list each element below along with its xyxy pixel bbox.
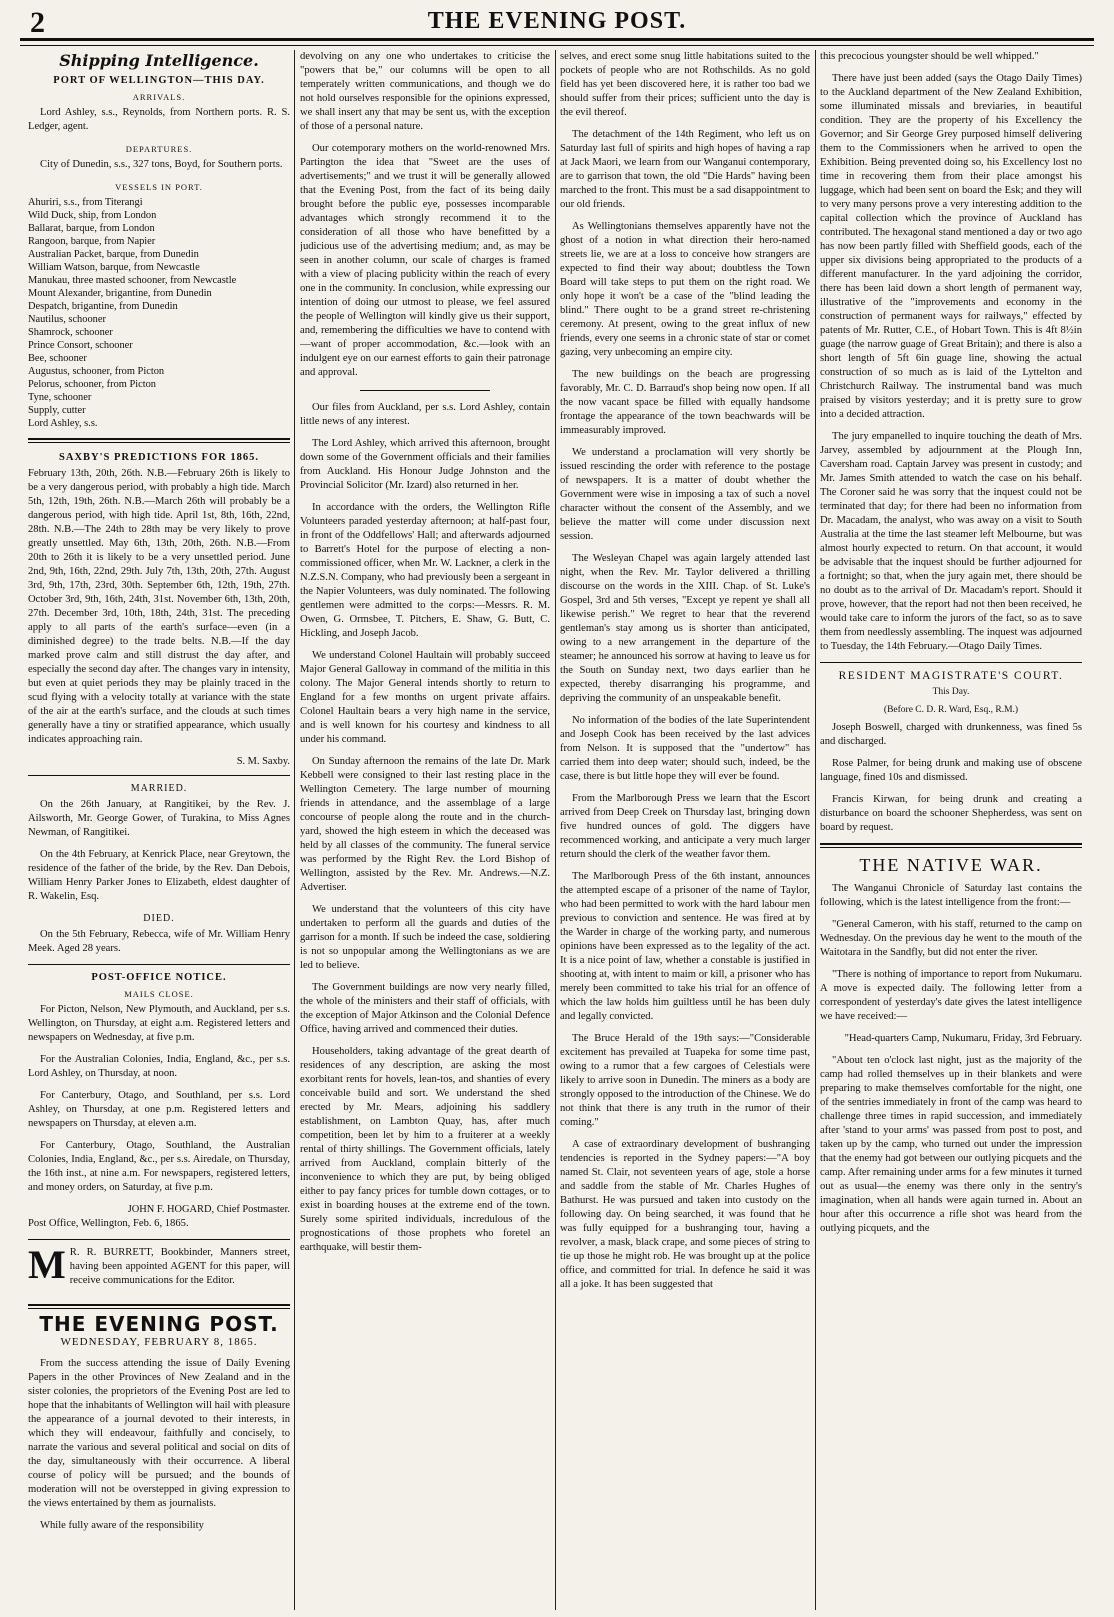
article-paragraph: A case of extraordinary development of bushranging tendencies is reported in the Sydney papers:—"A boy named St. Clair, not seventeen years of age, stole a horse and saddle from the stable of Mr. Charles Hughes of Bathurst. He was pursued and taken into custody on the following day. On being searched, it was found that he was fully equipped for a bushranging tour, having a revolver, a mask, black crape, and some pieces of string to tie up those he might rob. He was brought up at the police office, and committed for trial. In defence he said it was all a joke. It has been suggested that (560, 1139, 810, 1290)
burrett-notice (28, 1242, 290, 1288)
editorial-tail: While fully aware of the responsibility (40, 1520, 204, 1531)
column-rule (555, 50, 556, 1610)
post-notice: For Canterbury, Otago, and Southland, per s.s. Lord Ashley, on Thursday, at one p.m. Registered letters and newspapers on Thursday, at eleven a.m. (28, 1090, 290, 1129)
list-item: Rangoon, barque, from Napier (28, 236, 156, 247)
court-case: Rose Palmer, for being drunk and making use of obscene language, fined 10s and dismissed. (820, 758, 1082, 783)
post-signature: JOHN F. HOGARD, Chief Postmaster. (127, 1204, 290, 1215)
paper-title: THE EVENING POST. (427, 8, 687, 34)
court-case: Joseph Boswell, charged with drunkenness, was fined 5s and discharged. (820, 722, 1082, 747)
native-war-heading: THE NATIVE WAR. (859, 855, 1043, 875)
post-notice: For Picton, Nelson, New Plymouth, and Auckland, per s.s. Wellington, on Thursday, at eight a.m. Registered letters and newspapers on Wednesday, at five p.m. (28, 1004, 290, 1043)
article-paragraph: The new buildings on the beach are progressing favorably, Mr. C. D. Barraud's shop being now open. If all the now vacant space be filled with equally handsome frontage the appearance of the town beachwards will be immeasurably improved. (560, 369, 810, 436)
article-paragraph: selves, and erect some snug little habitations suited to the pockets of people who are not Rothschilds. As no gold field has yet been discovered here, it is rather too bad we should suffer from their prices; sufficient unto the day is the evil thereof. (560, 51, 810, 118)
list-item: Nautilus, schooner (28, 314, 106, 325)
vessels-list (28, 196, 290, 430)
article-paragraph: The Wesleyan Chapel was again largely attended last night, when the Rev. Mr. Taylor delivered a thrilling discourse on the words in the XIII. Chap. of St. Luke's Gospel, 3rd and 5th verses, "Except ye repent ye shall all likewise perish." We regret to hear that the reverend gentleman's stay among us is shorter than anticipated, owing to a new arrangement in the departure of the steamer; he announced his sorrow at having to leave us for the South on Sunday next, two days earlier than he expected, thereby disarranging his programme, and depriving the community of an unspeakable benefit. (560, 553, 810, 704)
list-item: Despatch, brigantine, from Dunedin (28, 301, 178, 312)
article-paragraph: devolving on any one who undertakes to criticise the "powers that be," our columns will be open to all temperately written communications, and though we do not hold ourselves responsible for the opinions expressed, we shall insert any that may be sent us, with the exception of those of a personal nature. (300, 51, 550, 132)
article-paragraph: The jury empanelled to inquire touching the death of Mrs. Jarvey, assembled by adjournment at the Plough Inn, Caversham road. Captain Jarvey was present in custody; and Mr. James Smith attended to watch the case on his behalf. The Coroner said he was sorry that the inquest could not be terminated that day; for there had been no information from Dr. Macadam, the analyst, who was away on a visit to South Australia at the time the last steamer left Melbourne, but was almost hourly expected to return. On that account, it would be advisable that the inquest should be further adjourned for a fortnight; so that, when the jury again met, there should be no doubt as to the arrival of Dr. Macadam's report. Should it prove, however, that the report had not then been received, he would take care to inform the jurors of the fact, so as to save them from needlessly assembling. The inquest was adjourned to Tuesday, the 14th February.—Otago Daily Times. (820, 431, 1082, 652)
saxby-text: February 13th, 20th, 26th. N.B.—February 26th is likely to be a very dangerous period, with probably a high tide. March 5th, 12th, 19th, 26th. N.B.—March 26th will probably be a dangerous period, with high tide. April 1st, 8th, 16th, 22nd, 28th. N.B.—The 24th to 28th may be very likely to prove greatly unsettled. May 6th, 13th, 20th, 26th. N.B.—From 20th to 26th it is likely to be a very unsettled period. June 2nd, 9th, 16th, 22nd, 29th. July 7th, 13th, 20th, 27th. August 3rd, 9th, 17th, 23rd, 30th. September 6th, 12th, 19th, 27th. October 3rd, 9th, 16th, 24th, 31st. November 6th, 13th, 20th, 27th. December 3rd, 10th, 18th, 24th, 31st. The preceding apply to all parts of the earth's surface—even (in a diminished degree) to the trade belts. N.B.—If the day marked prove calm and still distrust the day after, and especially the second day after. The changes vary in intensity, but even at quiet periods they may be plainly traced in the scud flying with a velocity totally at variance with the state of the air at the earth's surface, and the clouds at such times generally have a tiny or stratified appearance, which usually indicates approaching rain. (28, 468, 290, 745)
list-item: Bee, schooner (28, 353, 87, 364)
article-paragraph: We understand Colonel Haultain will probably succeed Major General Galloway in command of the militia in this colony. The Major General intends shortly to return to England for a few months on urgent private affairs. Colonel Haultain bears a very high name in the service, and is well known for his courtesy and kindness to all under his command. (300, 650, 550, 745)
article-paragraph: Householders, taking advantage of the great dearth of residences of any description, are asking the most exorbitant rents for hovels, lean-tos, and shanties of every conceivable build and sort. We understand the shed erected by Mr. Mears, adjoining his saddlery establishment, on Lambton Quay, has, after much competition, been let by him to a fruiterer at a weekly rental of thirty shillings. The Government officials, lately arrived from Auckland, complain bitterly of the inconvenience to which they are put, by being obliged either to pay fancy prices for tumble down cottages, or to exist in boarding houses at the extreme end of the town. Surely some spirited individuals, incredulous of the prognostications of those prophets who foretel an earthquake, will bestir them- (300, 1046, 550, 1253)
article-paragraph: "General Cameron, with his staff, returned to the camp on Wednesday. On the previous day he went to the mouth of the Waitotara in the Sandfly, but did not enter the river. (820, 919, 1082, 958)
column-1 (28, 50, 290, 1610)
list-item: Ballarat, barque, from London (28, 223, 155, 234)
article-paragraph: Our cotemporary mothers on the world-renowned Mrs. Partington the idea that "Sweet are the uses of advertisements;" and we trust it will be generally allowed that the Evening Post, from the fact of its being daily brought before the public eye, possesses incomparable advantages which strongly recommend it to the consideration of all those who have benefitted by a judicious use of the advertising medium; and, as may be seen in another column, our scale of charges is framed with a view of placing publicity within the reach of every one in the community. In conclusion, while expressing our intention of doing our utmost to please, we feel assured the people of Wellington will kindly give us their support, and, remembering the difficulties we have to contend with—want of proper accommodation, &c.—look with an indulgent eye on our earnest efforts to gain their patronage and approval. (300, 143, 550, 378)
article-paragraph: The Bruce Herald of the 19th says:—"Considerable excitement has prevailed at Tuapeka for some time past, owing to a rumor that a few cargoes of Celestials were likely to arrive soon in Dunedin. The miners as a body are strongly opposed to the introduction of the Chinese. We do not think that there is any truth in the rumor of their coming." (560, 1033, 810, 1128)
list-item: Shamrock, schooner (28, 327, 113, 338)
court-day: This Day. (932, 687, 970, 697)
list-item: Prince Consort, schooner (28, 340, 133, 351)
list-item: Manukau, three masted schooner, from Newcastle (28, 275, 237, 286)
court-case: Francis Kirwan, for being drunk and creating a disturbance on board the schooner Shepherdess, was sent on board by request. (820, 794, 1082, 833)
article-paragraph: "About ten o'clock last night, just as the majority of the camp had rolled themselves up in their blankets and were preparing to make themselves comfortable for the night, one of the sentries immediately in front of the camp was heard to challenge three times in rapid succession, and immediately after 'stand to your arms' was passed from post to post, and taken up by the camp, who turned out under the impression that the enemy had got between our outlying picquets and the camp. After remaining under arms for a few minutes it turned out as usual—the enemy was there only in the sentry's imagination, when all hands were again turned in. About an hour after this occurrence a rifle shot was heard from the outlying picquets, and the (820, 1055, 1082, 1234)
saxby-signature: S. M. Saxby. (236, 756, 290, 767)
article-paragraph: The detachment of the 14th Regiment, who left us on Saturday last full of spirits and high hopes of having a rap at Jack Maori, we learn from our Wanganui contemporary, are to garrison that town, the old "Die Hards" having been marched to the front. This must be a sad disappointment to our old friends. (560, 129, 810, 210)
article-paragraph: From the Marlborough Press we learn that the Escort arrived from Deep Creek on Thursday last, bringing down five hundred ounces of gold. The diggers have recommenced working, and anticipate a very much larger return should the clerk of the weather favor them. (560, 793, 810, 860)
article-paragraph: The Wanganui Chronicle of Saturday last contains the following, which is the latest intelligence from the front:— (820, 883, 1082, 908)
list-item: Australian Packet, barque, from Dunedin (28, 249, 199, 260)
list-item: Wild Duck, ship, from London (28, 210, 157, 221)
shipping-heading: Shipping Intelligence. (59, 51, 259, 70)
paper-name: THE EVENING POST. (39, 1312, 279, 1336)
article-paragraph: this precocious youngster should be well whipped." (820, 51, 1039, 62)
list-item: Tyne, schooner (28, 392, 92, 403)
column-4 (820, 50, 1082, 1610)
port-heading: PORT OF WELLINGTON—THIS DAY. (53, 75, 265, 86)
article-paragraph: On Sunday afternoon the remains of the late Dr. Mark Kebbell were consigned to their last resting place in the Wellington Cemetery. The large number of mourning friends in attendance, and the assemblage of a large concourse of people along the route and in the church-yard, showed the high esteem in which the deceased was held by all classes of the community. The funeral service was performed by the Right Rev. the Lord Bishop of Wellington, assisted by the Rev. Mr. Andrews.—N.Z. Advertiser. (300, 756, 550, 893)
list-item: William Watson, barque, from Newcastle (28, 262, 200, 273)
arrival-text: Lord Ashley, s.s., Reynolds, from Northern ports. R. S. Ledger, agent. (28, 107, 290, 132)
list-item: Augustus, schooner, from Picton (28, 366, 165, 377)
married-heading: MARRIED. (130, 783, 188, 794)
list-item: Pelorus, schooner, from Picton (28, 379, 157, 390)
article-paragraph: As Wellingtonians themselves apparently have not the ghost of a notion in what direction their hero-named streets lie, we are at a loss to conceive how strangers are expected to find their way about; doubtless the Town Board will take steps to put them on the right road. We only hope it won't be a case of the "blind leading the blind." There ought to be a grand street re-christening ceremony. At present, owing to the great influx of new friends, every one seems in a chronic state of star or comet gazing, very unbecoming an empire city. (560, 221, 810, 358)
article-paragraph: Our files from Auckland, per s.s. Lord Ashley, contain little news of any interest. (300, 402, 550, 427)
drop-cap: M (28, 1242, 66, 1287)
died-heading: DIED. (143, 913, 175, 924)
article-paragraph: The Marlborough Press of the 6th instant, announces the attempted escape of a prisoner of the name of Taylor, who had been permitted to work with the hard labour men previous to conviction and sentence. He was fired at by the Warder in charge of the working party, and numerous opinions have been expressed as to the legality of the act. It is a nice point of law, whether a constable is justified in shooting at, with intent to maim or kill, a prisoner who has merely been committed to take his trial for an offence of which the law holds him guiltless until he has been duly and legally convicted. (560, 871, 810, 1022)
article-paragraph: In accordance with the orders, the Wellington Rifle Volunteers paraded yesterday afternoon; at half-past four, in front of the Oddfellows' Hall; and afterwards adjourned to Barrett's Hotel for the purpose of electing a non-commissioned officer, when Mr. W. Lackner, a clerk in the N.Z.S.N. Company, who had previously been a sergeant in the Napier Volunteers, was duly nominated. The following gentlemen were admitted to the corps:—Messrs. R. M. Owen, G. Ormsbee, T. Pitchers, E. Shaw, G. Butt, C. Hickling, and Joseph Jacob. (300, 502, 550, 639)
arrivals-heading: ARRIVALS. (132, 92, 186, 102)
burrett-text: R. R. BURRETT, Bookbinder, Manners street, having been appointed AGENT for this paper, will receive communications for the Editor. (69, 1247, 290, 1286)
post-notice: For Canterbury, Otago, Southland, the Australian Colonies, India, England, &c., per s.s. Airedale, on Thursday, the 16th inst., at nine a.m. For newspapers, registered letters, and money orders, on Saturday, at five p.m. (28, 1140, 290, 1193)
column-rule (815, 50, 816, 1610)
departure-text: City of Dunedin, s.s., 327 tons, Boyd, for Southern ports. (40, 159, 283, 170)
article-paragraph: "There is nothing of importance to report from Nukumaru. A move is expected daily. The following letter from a correspondent of yesterday's date gives the latest intelligence we have received:— (820, 969, 1082, 1022)
divider (28, 964, 290, 965)
mails-heading: MAILS CLOSE. (124, 989, 194, 999)
dateline: WEDNESDAY, FEBRUARY 8, 1865. (60, 1336, 258, 1348)
list-item: Ahuriri, s.s., from Titerangi (28, 197, 143, 208)
article-paragraph: "Head-quarters Camp, Nukumaru, Friday, 3rd February. (844, 1033, 1082, 1044)
saxby-heading: SAXBY'S PREDICTIONS FOR 1865. (59, 452, 259, 463)
columns (20, 50, 1100, 1610)
post-place: Post Office, Wellington, Feb. 6, 1865. (28, 1218, 189, 1229)
divider (360, 390, 490, 391)
married-notice: On the 4th February, at Kenrick Place, near Greytown, the residence of the father of the bride, by the Rev. Dan Debois, William Henry Parker Jones to Elizabeth, eldest daughter of R. Wakelin, Esq. (28, 849, 290, 902)
editorial-text: From the success attending the issue of Daily Evening Papers in the other Provinces of New Zealand and in the sister colonies, the proprietors of the Evening Post are led to hope that the inhabitants of Wellington will hail with pleasure the appearance of a journal devoted to their interests, in which they will endeavour, faithfully and concisely, to narrate the various and several political and social on dits of the day, simultaneously with their occurrence. A liberal course of policy will be pursued; and the bounds of moderation will not be overstepped in giving expression to the views entertained by them as journalists. (28, 1358, 290, 1509)
page-number: 2 (30, 6, 45, 39)
article-paragraph: The Lord Ashley, which arrived this afternoon, brought down some of the Government officials and their families from Auckland. His Honour Judge Johnston and the Provincial Solicitor (Mr. Izard) also returned in her. (300, 438, 550, 491)
list-item: Mount Alexander, brigantine, from Dunedin (28, 288, 212, 299)
list-item: Lord Ashley, s.s. (28, 418, 98, 429)
married-notice: On the 26th January, at Rangitikei, by the Rev. J. Ailsworth, Mr. George Gower, of Turakina, to Miss Agnes Newman, of Rangitikei. (28, 799, 290, 838)
masthead-rule (20, 38, 1094, 46)
vessels-heading: VESSELS IN PORT. (115, 182, 203, 192)
post-office-heading: POST-OFFICE NOTICE. (91, 972, 227, 983)
divider (820, 843, 1082, 848)
divider (28, 775, 290, 776)
article-paragraph: No information of the bodies of the late Superintendent and Joseph Cook has been received by the last advices from Nelson. It is supposed that the "undertow" has carried them into deep water; should such, indeed, be the case, there is but little hope they will ever be found. (560, 715, 810, 782)
post-notice: For the Australian Colonies, India, England, &c., per s.s. Lord Ashley, on Thursday, at noon. (28, 1054, 290, 1079)
divider (28, 1304, 290, 1309)
article-paragraph: The Government buildings are now very nearly filled, the whole of the ministers and their staff of officials, with the exception of Major Atkinson and the Colonial Defence Office, having arrived and commenced their duties. (300, 982, 550, 1035)
article-paragraph: There have just been added (says the Otago Daily Times) to the Auckland department of the New Zealand Exhibition, some illuminated missals and breviaries, in beautiful condition. They are the property of his Excellency the Governor; and Sir George Grey purposed himself delivering them to the Commissioners when he arrived to open the Exhibition. Being prevented doing so, his Excellency lost no time in recovering them from their place amongst his luggage, which had been sent on board the Esk; and they will to very many persons prove a very interesting addition to the capital collection which the province of Auckland has contributed. The hexagonal stand mentioned a day or two ago has now been partly filled with Sheffield goods, each of the upper six divisions being appropriated to the products of a different manufacturer. In the yard adjoining the corridor, there has been laid down a short length of permanent way, illustrative of the "improvements and economy in the construction of permanent ways for railways," effected by patents of Mr. Rutter, C.E., of Hobart Town. This is 4ft 8½in guage (the narrow guage of Great Britain); and there is also a short length of 5ft 6in guage line, showing the actual construction of so much as is laid of the Lyttelton and Christchurch Railway. The instrumental band was much praised by visitors yesterday; and it is pretty sure to grow into a decided attraction. (820, 73, 1082, 420)
divider (28, 1239, 290, 1240)
article-paragraph: We understand that the volunteers of this city have undertaken to perform all the guards and duties of the garrison for a month. If such be indeed the case, soldiering is not so unpopular among the Wellingtonians as we are led to believe. (300, 904, 550, 971)
died-notice: On the 5th February, Rebecca, wife of Mr. William Henry Meek. Aged 28 years. (28, 929, 290, 954)
column-3 (560, 50, 810, 1610)
list-item: Supply, cutter (28, 405, 86, 416)
column-2 (300, 50, 550, 1610)
court-heading: RESIDENT MAGISTRATE'S COURT. (838, 670, 1064, 682)
divider (820, 662, 1082, 663)
article-paragraph: We understand a proclamation will very shortly be issued rescinding the order with reference to the postage of newspapers. It is a matter of doubt whether the Government were wise in imposing a tax of such a novel character without the consent of the Assembly, and we believe the matter will come under discussion next session. (560, 447, 810, 542)
masthead (0, 0, 1114, 48)
departures-heading: DEPARTURES. (125, 144, 193, 154)
column-rule (294, 50, 295, 1610)
court-before: (Before C. D. R. Ward, Esq., R.M.) (883, 705, 1019, 715)
divider (28, 438, 290, 443)
